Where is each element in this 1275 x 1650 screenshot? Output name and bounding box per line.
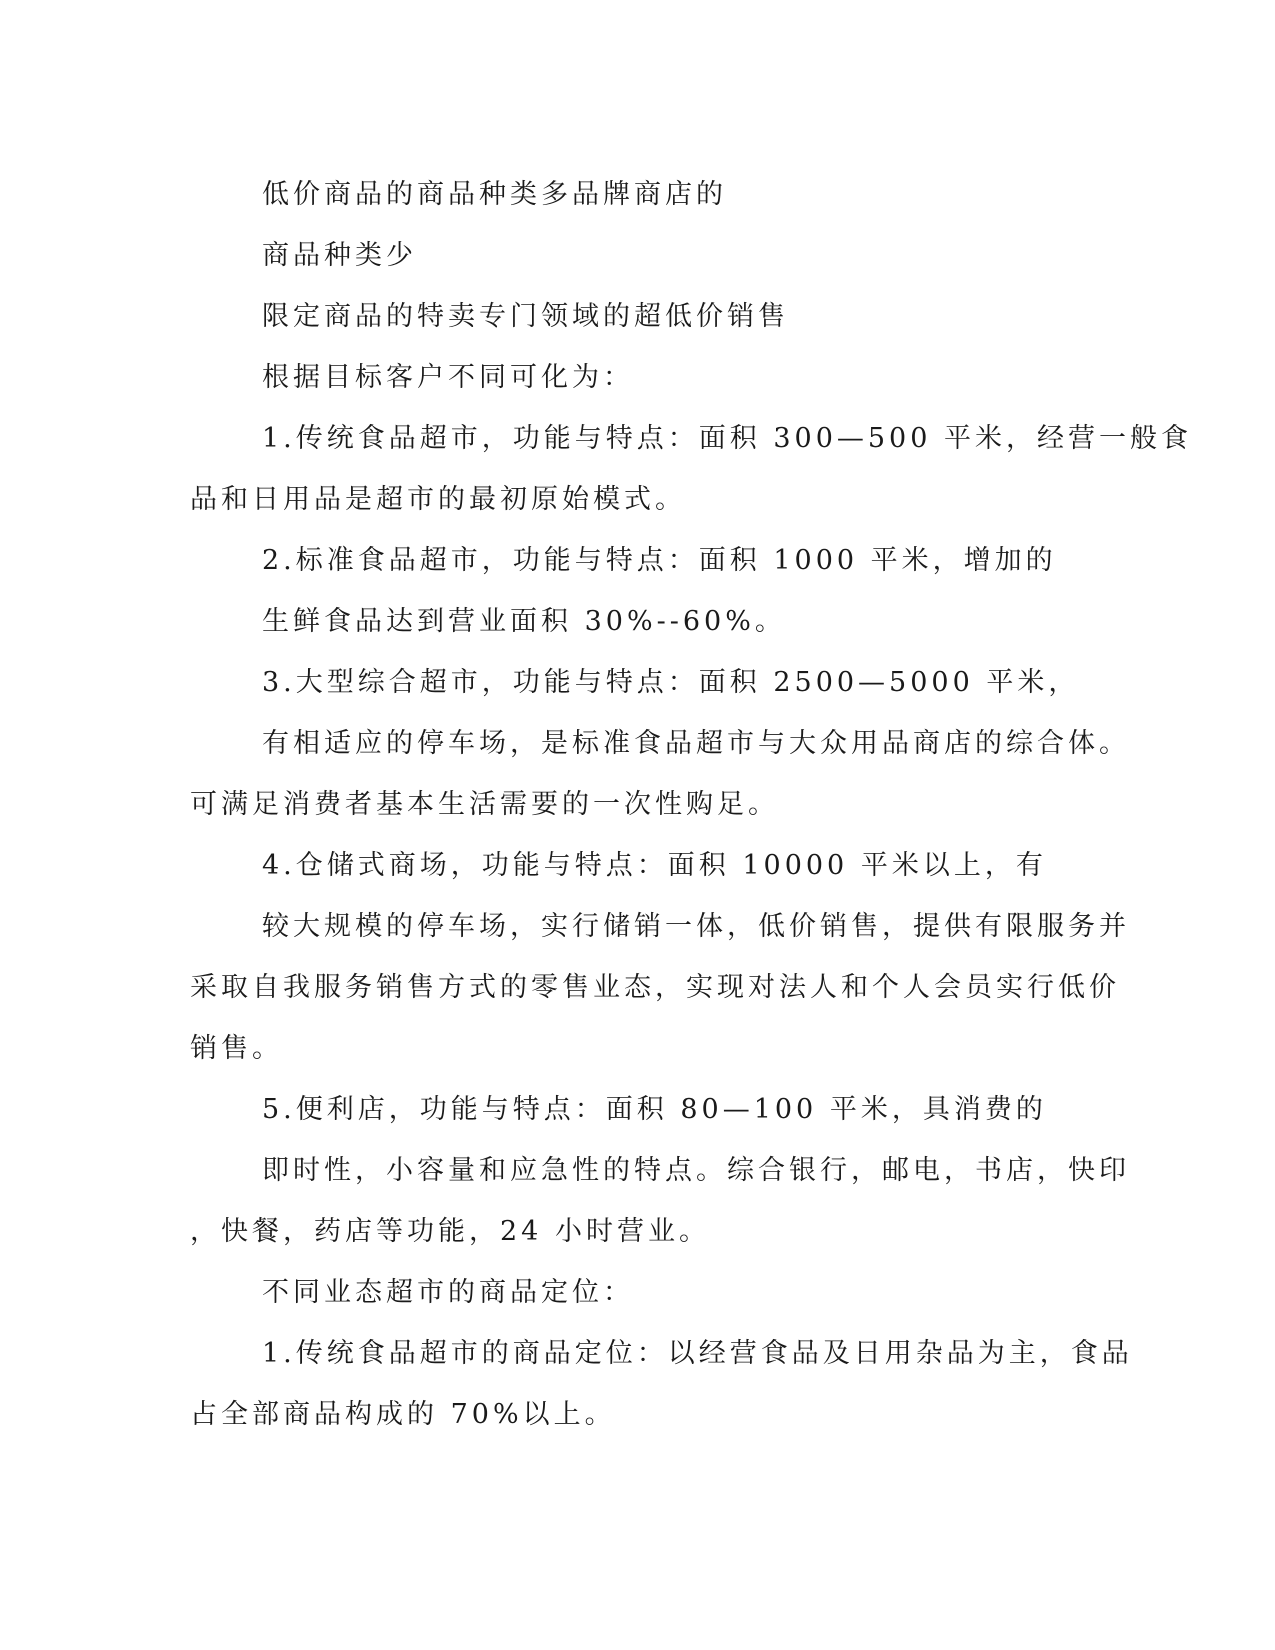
text-line: 品和日用品是超市的最初原始模式。 xyxy=(190,484,686,515)
text-line: 根据目标客户不同可化为： xyxy=(262,362,634,393)
text-line: 占全部商品构成的 70%以上。 xyxy=(190,1399,616,1430)
text-line: 生鲜食品达到营业面积 30%--60%。 xyxy=(262,606,786,637)
text-line: 2.标准食品超市，功能与特点：面积 1000 平米，增加的 xyxy=(262,545,1057,576)
text-line: ，快餐，药店等功能，24 小时营业。 xyxy=(190,1216,710,1247)
text-line: 较大规模的停车场，实行储销一体，低价销售，提供有限服务并 xyxy=(262,911,1130,942)
text-line: 有相适应的停车场，是标准食品超市与大众用品商店的综合体。 xyxy=(262,728,1130,759)
text-line: 3.大型综合超市，功能与特点：面积 2500—5000 平米， xyxy=(262,667,1080,698)
text-line: 不同业态超市的商品定位： xyxy=(262,1277,634,1308)
text-line: 即时性，小容量和应急性的特点。综合银行，邮电，书店，快印 xyxy=(262,1155,1130,1186)
text-line: 采取自我服务销售方式的零售业态，实现对法人和个人会员实行低价 xyxy=(190,972,1120,1003)
text-line: 5.便利店，功能与特点：面积 80—100 平米，具消费的 xyxy=(262,1094,1047,1125)
document-body xyxy=(190,164,1192,1445)
text-line: 销售。 xyxy=(190,1033,283,1064)
text-line: 低价商品的商品种类多品牌商店的 xyxy=(262,179,727,210)
text-line: 限定商品的特卖专门领域的超低价销售 xyxy=(262,301,789,332)
text-line: 可满足消费者基本生活需要的一次性购足。 xyxy=(190,789,779,820)
text-line: 1.传统食品超市的商品定位：以经营食品及日用杂品为主，食品 xyxy=(262,1338,1133,1369)
text-line: 1.传统食品超市，功能与特点：面积 300—500 平米，经营一般食 xyxy=(262,423,1192,454)
text-line: 4.仓储式商场，功能与特点：面积 10000 平米以上，有 xyxy=(262,850,1047,881)
text-line: 商品种类少 xyxy=(262,240,417,271)
